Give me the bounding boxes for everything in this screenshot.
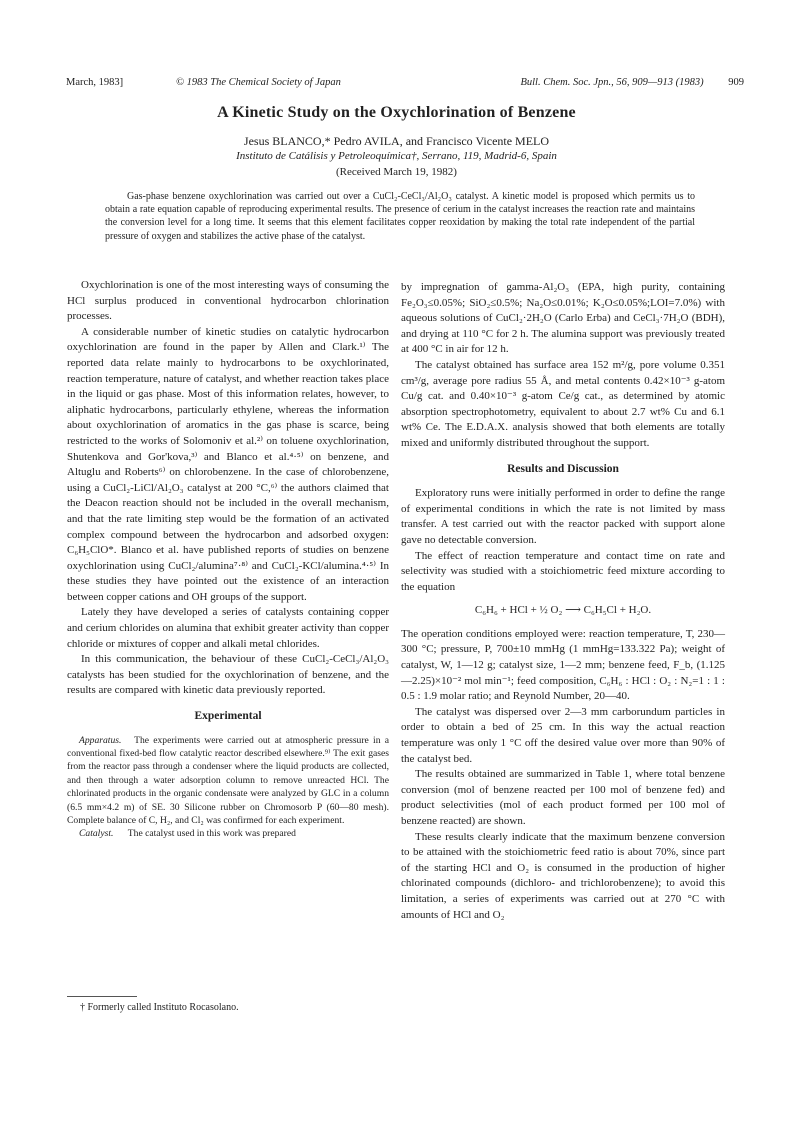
journal-citation: Bull. Chem. Soc. Jpn., 56, 909—913 (1983)	[520, 77, 704, 88]
results-heading: Results and Discussion	[507, 462, 619, 475]
footnote-rule	[67, 996, 137, 997]
catalyst-properties-paragraph: The catalyst obtained has surface area 152 m²/g, pore volume 0.351 cm³/g, average pore radius 55 Å, and metal contents 0.42×10⁻³ g-atom Cu/g cat. and 0.40×10⁻³ g-atom Ce/g cat., as determined by atomic absorption spectrophotometry, equivalent to about 2.7 wt% Cu and 6.1 wt% Ce. The E.D.A.X. analysis showed that both elements are totally mixed and uniformly distributed throughout the support.	[401, 358, 725, 449]
article-title: A Kinetic Study on the Oxychlorination of Benzene	[217, 104, 576, 121]
intro-paragraph-2: A considerable number of kinetic studies on catalytic hydrocarbon oxychlorination are found in the paper by Allen and Clark.¹⁾ The reported data relate mainly to hydrocarbons to be oxychlorinated, reaction temperature, nature of catalyst, and whether reaction takes place in the liquid or gas phase. Most of this information relates, however, to aliphatic hydrocarbons, particularly ethylene, whereas the information about oxychlorination of aromatics in the gas phase is scarce, being restricted to the works of Solomoniv et al.²⁾ on toluene oxychlorination, Shutenkova and Gor'kova,³⁾ and Blanco et al.⁴·⁵⁾ on benzene, and Altuglu and Roberts⁶⁾ on chlorobenzene. In the case of chlorobenzene, using a CuCl₂-LiCl/Al₂O₃ catalyst at 200 °C,⁶⁾ the authors claimed that the Deacon reaction should not be included in the overall mechanism, and that the rate limiting step would be the formation of an activated complex compound between the hydrocarbon and adsorbed oxygen: C₆H₅ClO*. Blanco et al. have published reports of studies on benzene oxychlorination using CuCl₂/alumina⁷·⁸⁾ and CuCl₂-KCl/alumina.⁴·⁵⁾ In these studies they have pointed out the existence of an interaction between copper cations and OH groups of the support.	[67, 325, 389, 603]
page-number: 909	[728, 77, 744, 88]
copyright-notice: © 1983 The Chemical Society of Japan	[176, 77, 341, 88]
experimental-heading: Experimental	[194, 710, 262, 723]
conversion-paragraph: These results clearly indicate that the maximum benzene conversion to be attained with the stoichiometric feed ratio is about 70%, since part of the starting HCl and O₂ is consumed in the production of higher chlorinated compounds (dichloro- and trichlorobenzene); to avoid this limitation, a series of experiments was carried out at 270 °C with amounts of HCl and O₂	[401, 830, 725, 921]
intro-paragraph-1: Oxychlorination is one of the most interesting ways of consuming the HCl surplus produced in conventional hydrocarbon chlorination processes.	[67, 279, 389, 323]
catalyst-text: The catalyst used in this work was prepared	[127, 828, 296, 840]
received-date: (Received March 19, 1982)	[336, 166, 457, 178]
journal-citation-block	[520, 77, 744, 88]
author-list: Jesus BLANCO,* Pedro AVILA, and Francisco Vicente MELO	[243, 134, 550, 148]
results-paragraph-2: The effect of reaction temperature and contact time on rate and selectivity was studied with a stoichiometric feed mixture according to the equation	[401, 549, 725, 593]
apparatus-paragraph	[67, 734, 389, 828]
right-column	[401, 280, 725, 923]
intro-paragraph-4: In this communication, the behaviour of these CuCl₂-CeCl₃/Al₂O₃ catalysts has been studied for the oxychlorination of benzene, and the results are compared with kinetic data previously reported.	[67, 653, 389, 697]
reaction-equation: C₆H₆ + HCl + ½ O₂ ⟶ C₆H₅Cl + H₂O.	[474, 604, 652, 617]
bed-paragraph: The catalyst was dispersed over 2—3 mm carborundum particles in order to obtain a bed of 25 cm. In this way the actual reaction temperature was only 1 °C off the desired value over more than 90% of the catalyst bed.	[401, 705, 725, 765]
apparatus-text: The experiments were carried out at atmospheric pressure in a conventional fixed-bed flow catalytic reactor described elsewhere.⁹⁾ The exit gases from the reactor pass through a condenser where the liquid products are collected, and then through a water adsorption column to remove unreacted HCl. The chlorinated products in the organic condensate were analyzed by GLC in a column (6.5 mm×4.2 m) of SE. 30 Silicone rubber on Chromosorb P (60—80 mesh). Complete balance of C, H₂, and Cl₂ was confirmed for each experiment.	[67, 734, 389, 827]
results-paragraph-1: Exploratory runs were initially performed in order to define the range of experimental conditions in which the rate is not limited by mass transfer. A test carried out with the reactor packed with support alone gave no detectable conversion.	[401, 487, 725, 546]
issue-date: March, 1983]	[66, 77, 124, 88]
footnote: † Formerly called Instituto Rocasolano.	[80, 1002, 239, 1013]
left-column	[67, 278, 389, 841]
running-head	[66, 77, 744, 93]
apparatus-label: Apparatus.	[79, 734, 122, 746]
catalyst-paragraph	[67, 827, 389, 840]
table-summary-paragraph: The results obtained are summarized in Table 1, where total benzene conversion (mol of benzene reacted per 100 mol of benzene fed) and product selectivities (mol of each product formed per 100 mol of benzene reacted) are shown.	[401, 768, 725, 827]
affiliation: Instituto de Catálisis y Petroleoquímica†, Serrano, 119, Madrid-6, Spain	[236, 150, 557, 162]
intro-paragraph-3: Lately they have developed a series of catalysts containing copper and cerium chlorides on alumina that exhibit greater activity than copper chloride or mixtures of copper and alkali metal chlorides.	[67, 606, 389, 650]
experimental-section	[67, 734, 389, 841]
abstract: Gas-phase benzene oxychlorination was carried out over a CuCl₂-CeCl₃/Al₂O₃ catalyst. A kinetic model is proposed which permits us to obtain a rate equation capable of reproducing experimental results. The presence of cerium in the catalyst increases the reaction rate and maintains the conversion level for a long time. It seems that this element facilitates copper reoxidation by making the total rate independent of the partial pressure of oxygen and stabilizes the active phase of the catalyst.	[105, 191, 695, 242]
catalyst-label: Catalyst.	[79, 828, 114, 840]
catalyst-prep-paragraph: by impregnation of gamma-Al₂O₃ (EPA, high purity, containing Fe₂O₃≤0.05%; SiO₂≤0.5%; Na₂O≤0.01%; K₂O≤0.05%;LOI=7.0%) with aqueous solutions of CuCl₂·2H₂O (Carlo Erba) and CeCl₃·7H₂O (BDH), and drying at 110 °C for 2 h. The alumina support was previously treated at 400 °C in air for 12 h.	[401, 281, 725, 356]
conditions-paragraph: The operation conditions employed were: reaction temperature, T, 230—300 °C; pressure, P, 700±10 mmHg (1 mmHg=133.322 Pa); weight of catalyst, W, 1—12 g; catalyst size, 1—2 mm; benzene feed, F_b, (1.125—2.25)×10⁻² mol min⁻¹; feed composition, C₆H₆ : HCl : O₂ : N₂=1 : 1 : 0.5 : 1.9 molar ratio; and Reynold Number, 20—40.	[401, 627, 725, 703]
